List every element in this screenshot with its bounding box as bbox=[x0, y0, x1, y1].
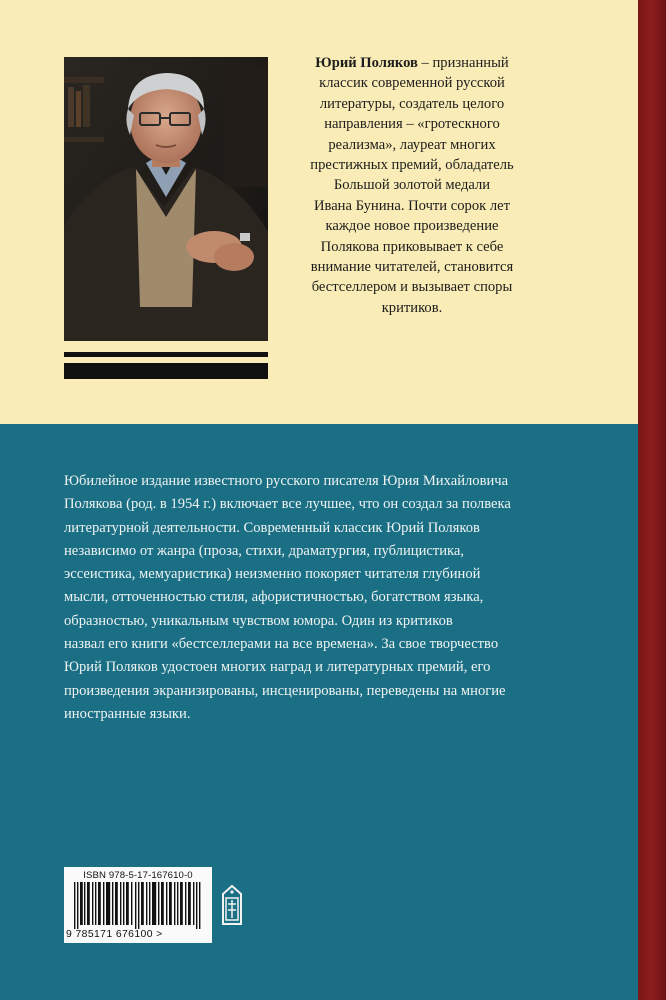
bio-line-5: престижных премий, обладатель bbox=[310, 157, 514, 174]
bio-line-7: Ивана Бунина. Почти сорок лет bbox=[313, 197, 511, 214]
bio-line-10: внимание читателей, становится bbox=[310, 259, 514, 276]
bio-line-9: Полякова приковывает к себе bbox=[320, 238, 504, 255]
description-line-9: произведения экранизированы, инсценированы, переведены на многие bbox=[64, 682, 506, 699]
bio-line-4: реализма», лауреат многих bbox=[328, 136, 496, 153]
isbn-barcode bbox=[64, 867, 212, 943]
author-photo bbox=[64, 57, 268, 341]
bio-line-11: бестселлером и вызывает споры bbox=[311, 279, 513, 296]
description-line-0: Юбилейное издание известного русского писателя Юрия Михайловича bbox=[64, 473, 509, 489]
bio-line-8: каждое новое произведение bbox=[325, 218, 499, 235]
book-description bbox=[64, 470, 584, 726]
description-line-8: Юрий Поляков удостоен многих наград и литературных премий, его bbox=[64, 659, 491, 676]
description-line-5: мысли, отточенностью стиля, афористичностью, богатством языка, bbox=[64, 589, 484, 606]
description-line-4: эссеистика, мемуаристика) неизменно покоряет читателя глубиной bbox=[64, 566, 481, 583]
isbn-number: ISBN 978-5-17-167610-0 bbox=[83, 870, 193, 881]
description-line-2: литературной деятельности. Современный классик Юрий Поляков bbox=[64, 519, 480, 536]
description-line-3: независимо от жанра (проза, стихи, драматургия, публицистика, bbox=[64, 542, 465, 559]
bio-line-12: критиков. bbox=[381, 299, 443, 316]
spine-edge bbox=[638, 0, 666, 1000]
bio-line-6: Большой золотой медали bbox=[333, 177, 491, 194]
bio-line-1: классик современной русской bbox=[319, 75, 505, 92]
author-bio bbox=[288, 53, 536, 318]
description-line-1: Полякова (род. в 1954 г.) включает все лучшее, что он создал за полвека bbox=[64, 496, 511, 513]
description-line-7: назвал его книги «бестселлерами на все времена». За свое творчество bbox=[64, 636, 499, 653]
publisher-emblem-icon bbox=[221, 884, 243, 928]
author-portrait-icon bbox=[64, 57, 268, 341]
description-line-10: иностранные языки. bbox=[64, 705, 191, 722]
description-line-6: образностью, уникальным чувством юмора. Один из критиков bbox=[64, 612, 453, 629]
bio-line-0: Юрий Поляков – признанный bbox=[315, 55, 509, 71]
bio-line-2: литературы, создатель целого bbox=[319, 95, 505, 112]
barcode-digits: 9 785171 676100 > bbox=[66, 929, 163, 940]
bio-line-3: направления – «гротескного bbox=[324, 116, 500, 133]
barcode-icon bbox=[64, 882, 212, 929]
divider-thin bbox=[64, 352, 268, 357]
divider-thick bbox=[64, 363, 268, 379]
author-name: Юрий Поляков bbox=[315, 55, 418, 71]
